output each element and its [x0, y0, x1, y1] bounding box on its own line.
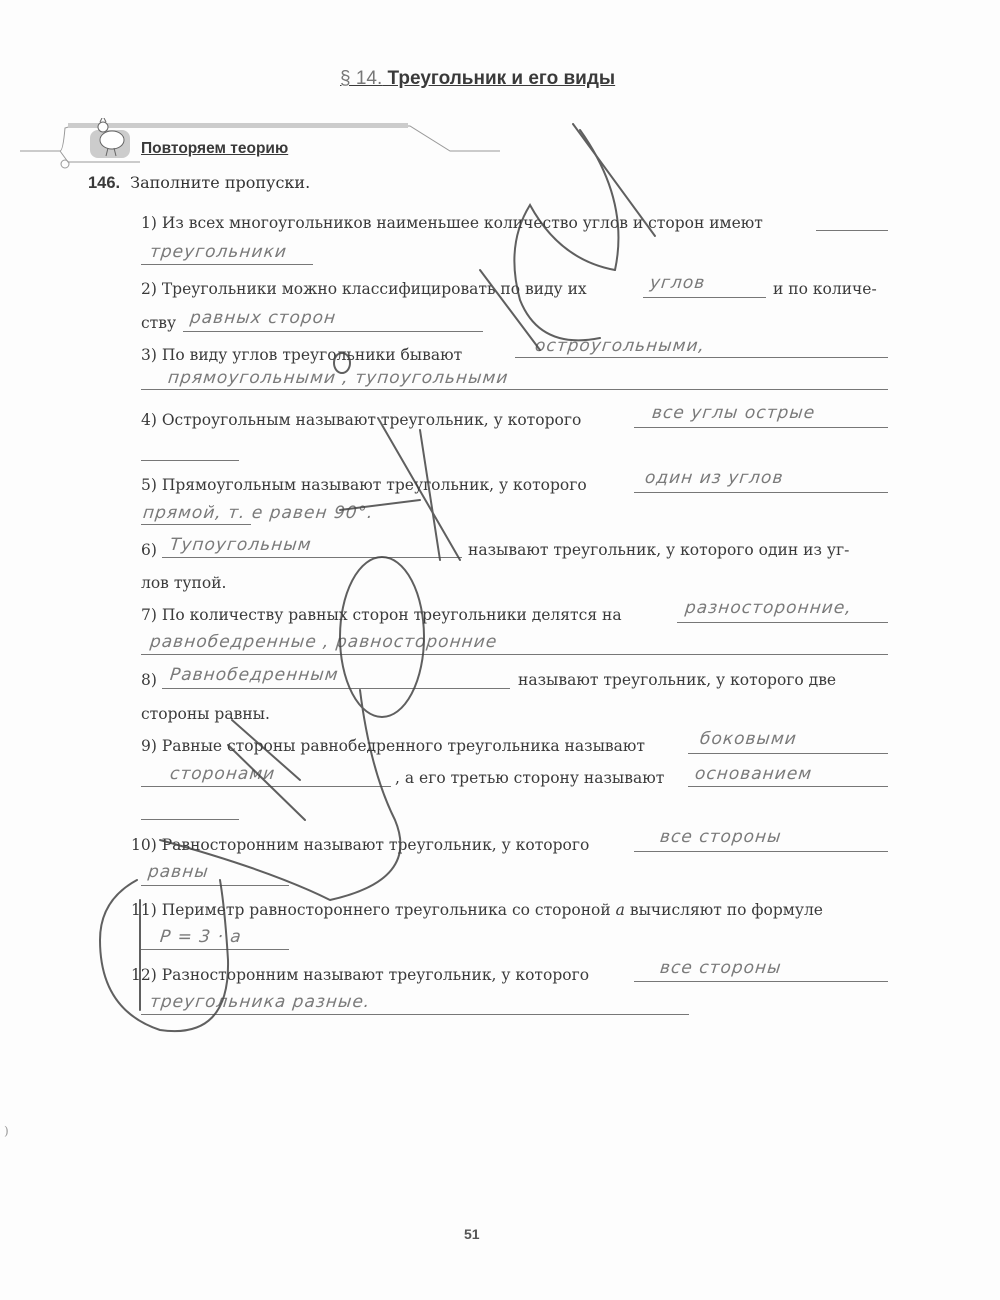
item-9-answer-a: боковыми — [698, 729, 798, 749]
item-11-text-a: 11) Периметр равностороннего треугольника со стороной — [131, 901, 611, 919]
item-12-blank-a[interactable] — [634, 980, 888, 982]
item-7-blank-b[interactable] — [141, 653, 888, 655]
item-10-text: 10) Равносторонним называют треугольник, у которого — [131, 836, 590, 854]
item-6-text-a: называют треугольник, у которого один из уг- — [468, 541, 850, 559]
item-9-answer-b: сторонами — [168, 764, 277, 784]
item-11-text — [131, 901, 823, 919]
item-5-answer-a: один из углов — [643, 468, 785, 488]
item-12-text: 12) Разносторонним называют треугольник, у которого — [131, 966, 590, 984]
item-3-blank-b[interactable] — [141, 388, 888, 390]
task-number: 146. — [88, 174, 121, 192]
item-6-blank[interactable] — [162, 556, 462, 558]
item-2-answer-b: равных сторон — [188, 308, 338, 328]
task-header — [88, 173, 310, 193]
item-12-answer-b: треугольника разные. — [148, 992, 372, 1012]
item-3-answer-b: прямоугольными , тупоугольными — [166, 368, 510, 388]
item-8-blank[interactable] — [162, 687, 510, 689]
item-2-text-c: ству — [141, 314, 177, 332]
item-2-blank-a[interactable] — [643, 296, 766, 298]
item-3-blank-a[interactable] — [515, 356, 888, 358]
item-11-variable: a — [615, 901, 625, 919]
banner-label: Повторяем теорию — [141, 140, 289, 157]
item-1-blank-b[interactable] — [141, 263, 313, 265]
item-5-blank-b[interactable] — [141, 523, 251, 525]
item-10-answer-b: равны — [146, 862, 210, 882]
item-6-text-b: лов тупой. — [141, 574, 227, 592]
item-2-blank-b[interactable] — [183, 330, 483, 332]
item-10-answer-a: все стороны — [658, 827, 783, 847]
edge-mark: ) — [4, 1124, 9, 1138]
section-title — [340, 68, 615, 90]
item-9-blank-d[interactable] — [141, 818, 239, 820]
item-4-blank-b[interactable] — [141, 459, 239, 461]
item-9-blank-a[interactable] — [688, 752, 888, 754]
item-8-answer: Равнобедренным — [168, 665, 340, 685]
item-11-text-b: вычисляют по формуле — [629, 901, 823, 919]
section-number: § 14. — [340, 68, 383, 89]
item-1-blank-a[interactable] — [816, 229, 888, 231]
item-10-blank-b[interactable] — [141, 884, 289, 886]
item-9-text-b: , а его третью сторону называют — [395, 769, 665, 787]
item-4-text: 4) Остроугольным называют треугольник, у которого — [141, 411, 582, 429]
item-4-answer: все углы острые — [650, 403, 817, 423]
item-7-answer-a: разносторонние, — [683, 598, 853, 618]
item-9-text-a: 9) Равные стороны равнобедренного треугольника называют — [141, 737, 645, 755]
item-9-blank-c[interactable] — [688, 785, 888, 787]
item-7-text: 7) По количеству равных сторон треугольники делятся на — [141, 606, 622, 624]
item-6-label: 6) — [141, 541, 157, 559]
item-1-text: 1) Из всех многоугольников наименьшее количество углов и сторон имеют — [141, 214, 763, 232]
item-9-answer-c: основанием — [693, 764, 814, 784]
item-2-text-b: и по количе- — [773, 280, 877, 298]
item-1-answer: треугольники — [148, 242, 288, 262]
page-number: 51 — [464, 1226, 480, 1242]
item-3-answer-a: остроугольными, — [533, 336, 706, 356]
item-9-blank-b[interactable] — [141, 785, 391, 787]
item-5-blank-a[interactable] — [634, 491, 888, 493]
item-10-blank-a[interactable] — [634, 850, 888, 852]
item-8-text-b: стороны равны. — [141, 705, 270, 723]
item-4-blank-a[interactable] — [634, 426, 888, 428]
section-title-text: Треугольник и его виды — [382, 68, 616, 89]
item-12-blank-b[interactable] — [141, 1013, 689, 1015]
item-5-text: 5) Прямоугольным называют треугольник, у которого — [141, 476, 587, 494]
task-instruction: Заполните пропуски. — [130, 173, 311, 192]
item-3-text: 3) По виду углов треугольники бывают — [141, 346, 463, 364]
item-7-blank-a[interactable] — [677, 621, 888, 623]
item-12-answer-a: все стороны — [658, 958, 783, 978]
item-8-label: 8) — [141, 671, 157, 689]
item-8-text-a: называют треугольник, у которого две — [518, 671, 837, 689]
item-11-blank[interactable] — [141, 948, 289, 950]
item-5-answer-b: прямой, т. е равен 90°. — [141, 503, 375, 523]
item-2-answer-a: углов — [648, 273, 707, 293]
item-6-answer: Тупоугольным — [168, 535, 313, 555]
item-11-answer: P = 3 · a — [158, 927, 243, 947]
item-2-text-a: 2) Треугольники можно классифицировать по виду их — [141, 280, 587, 298]
item-7-answer-b: равнобедренные , равносторонние — [148, 632, 499, 652]
